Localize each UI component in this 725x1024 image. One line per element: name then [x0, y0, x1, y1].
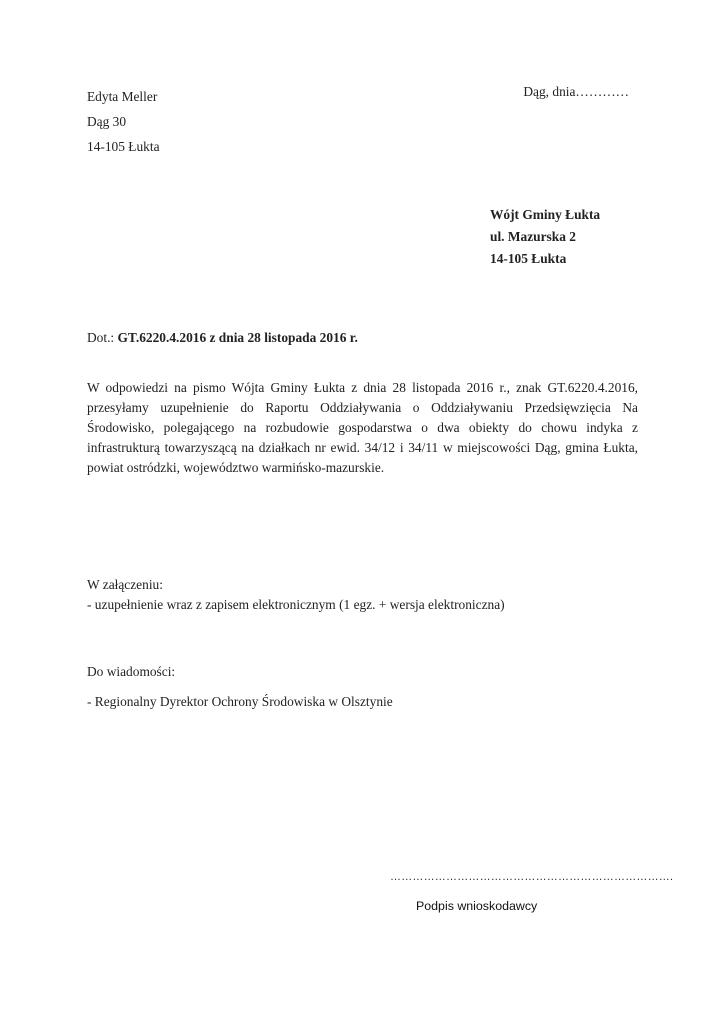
sender-address-line2: 14-105 Łukta: [87, 139, 160, 154]
attachments-label: W załączeniu:: [87, 577, 163, 592]
attachments-block: [87, 575, 505, 615]
recipient-line3: 14-105 Łukta: [490, 251, 567, 266]
body-paragraph: W odpowiedzi na pismo Wójta Gminy Łukta z dnia 28 listopada 2016 r., znak GT.6220.4.2016, przesyłamy uzupełnienie do Raportu Oddziaływania o Oddziaływaniu Przedsięwzięcia Na Środowisko, polegającego na rozbudowie gospodarstwa o dwa obiekty do chowu indyka z infrastrukturą towarzyszącą na działkach nr ewid. 34/12 i 34/11 w miejscowości Dąg, gmina Łukta, powiat ostródzki, województwo warmińsko-mazurskie.: [87, 380, 638, 475]
sender-address-line1: Dąg 30: [87, 114, 127, 129]
date-line: Dąg, dnia…………: [523, 84, 629, 99]
sender-block: [87, 84, 160, 159]
attachments-item: - uzupełnienie wraz z zapisem elektronicznym (1 egz. + wersja elektroniczna): [87, 597, 505, 612]
cc-label: Do wiadomości:: [87, 664, 176, 679]
cc-item: - Regionalny Dyrektor Ochrony Środowiska w Olsztynie: [87, 694, 393, 709]
signature-line: ………………………………………………………………….: [390, 871, 674, 883]
reference-prefix: Dot.:: [87, 330, 115, 345]
recipient-block: [490, 204, 600, 270]
signature-label: Podpis wnioskodawcy: [416, 899, 538, 913]
sender-name: Edyta Meller: [87, 89, 158, 104]
reference-line: [87, 330, 358, 346]
recipient-line2: ul. Mazurska 2: [490, 229, 576, 244]
recipient-line1: Wójt Gminy Łukta: [490, 207, 601, 222]
reference-text: GT.6220.4.2016 z dnia 28 listopada 2016 r.: [117, 330, 358, 345]
